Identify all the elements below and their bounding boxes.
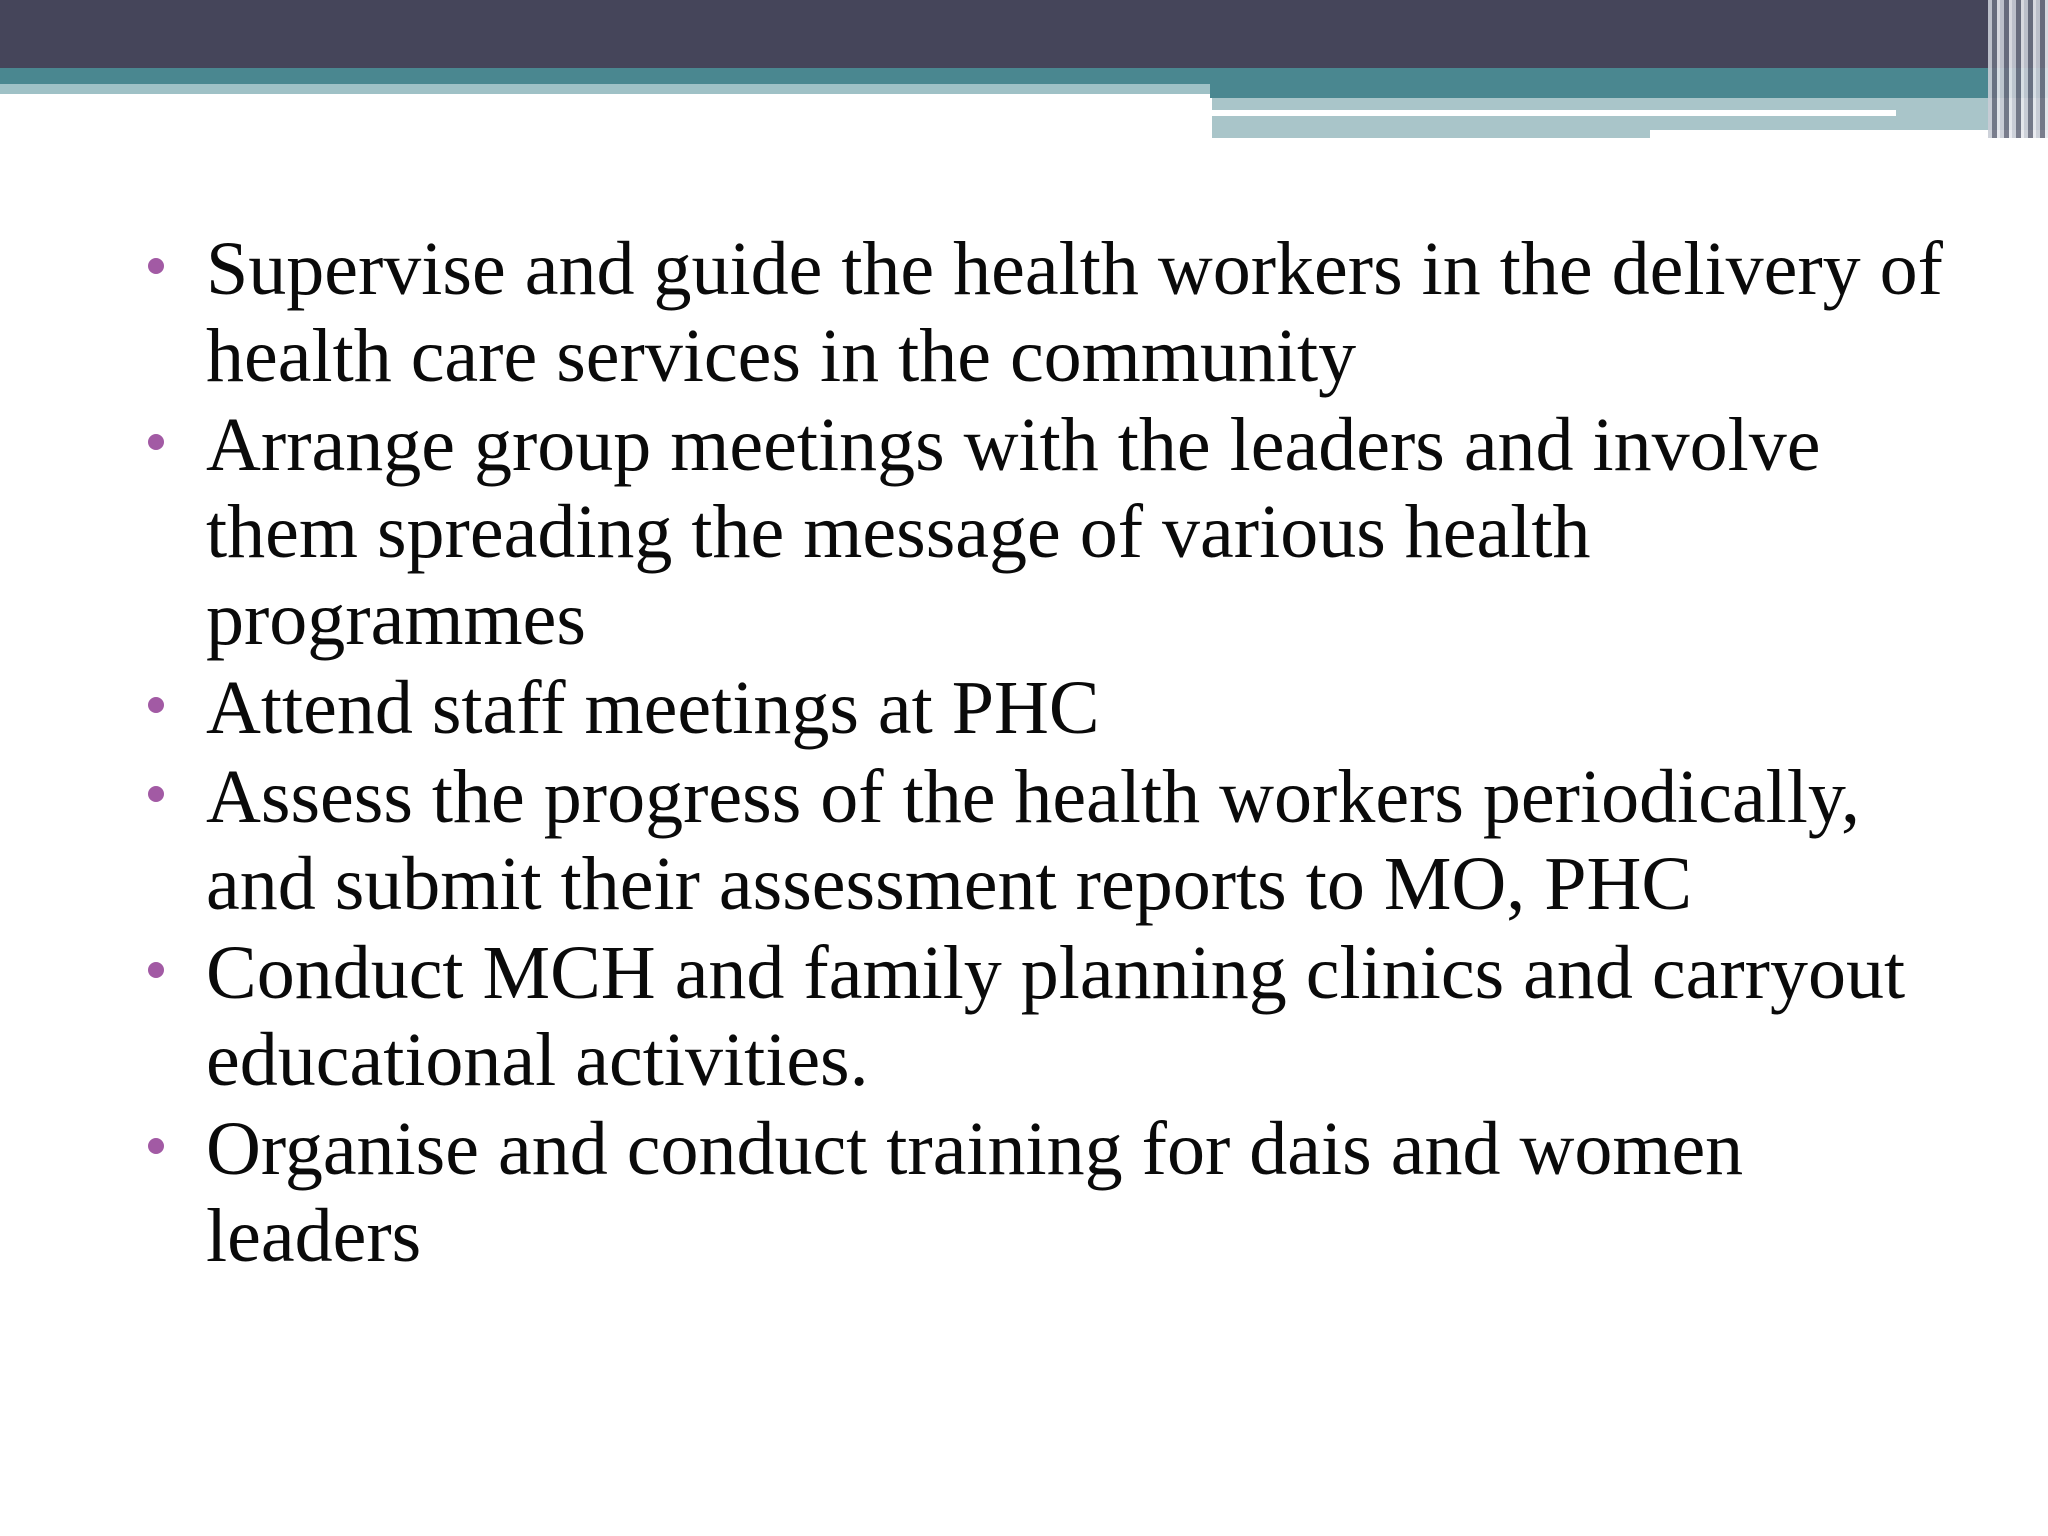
bullet-dot-icon [148,697,164,713]
bullet-text: Arrange group meetings with the leaders and involve them spreading the message of various health programmes [206,403,1821,661]
header-right-line [1212,110,1896,116]
bullet-text: Attend staff meetings at PHC [206,666,1100,750]
bullet-dot-icon [148,434,164,450]
bullet-dot-icon [148,962,164,978]
bullet-item [148,930,1968,1104]
bullet-list [148,226,1968,1280]
bullet-text: Conduct MCH and family planning clinics and carryout educational activities. [206,931,1906,1102]
bullet-item [148,226,1968,400]
header-band-dark [0,0,2048,68]
bullet-item [148,754,1968,928]
bullet-dot-icon [148,258,164,274]
header-right-teal [1210,68,2048,98]
bullet-item [148,665,1968,752]
header-band-teal [0,68,1210,84]
bullet-text: Assess the progress of the health workers periodically, and submit their assessment reports to MO, PHC [206,755,1860,926]
bullet-dot-icon [148,1138,164,1154]
slide-content [148,226,1968,1282]
bullet-text: Organise and conduct training for dais and women leaders [206,1107,1744,1278]
bullet-item [148,402,1968,663]
bullet-item [148,1106,1968,1280]
header-band-teal-light [0,84,1210,94]
bullet-dot-icon [148,786,164,802]
bullet-text: Supervise and guide the health workers in the delivery of health care services in the community [206,227,1943,398]
header-stripes-decoration [1988,0,2048,138]
